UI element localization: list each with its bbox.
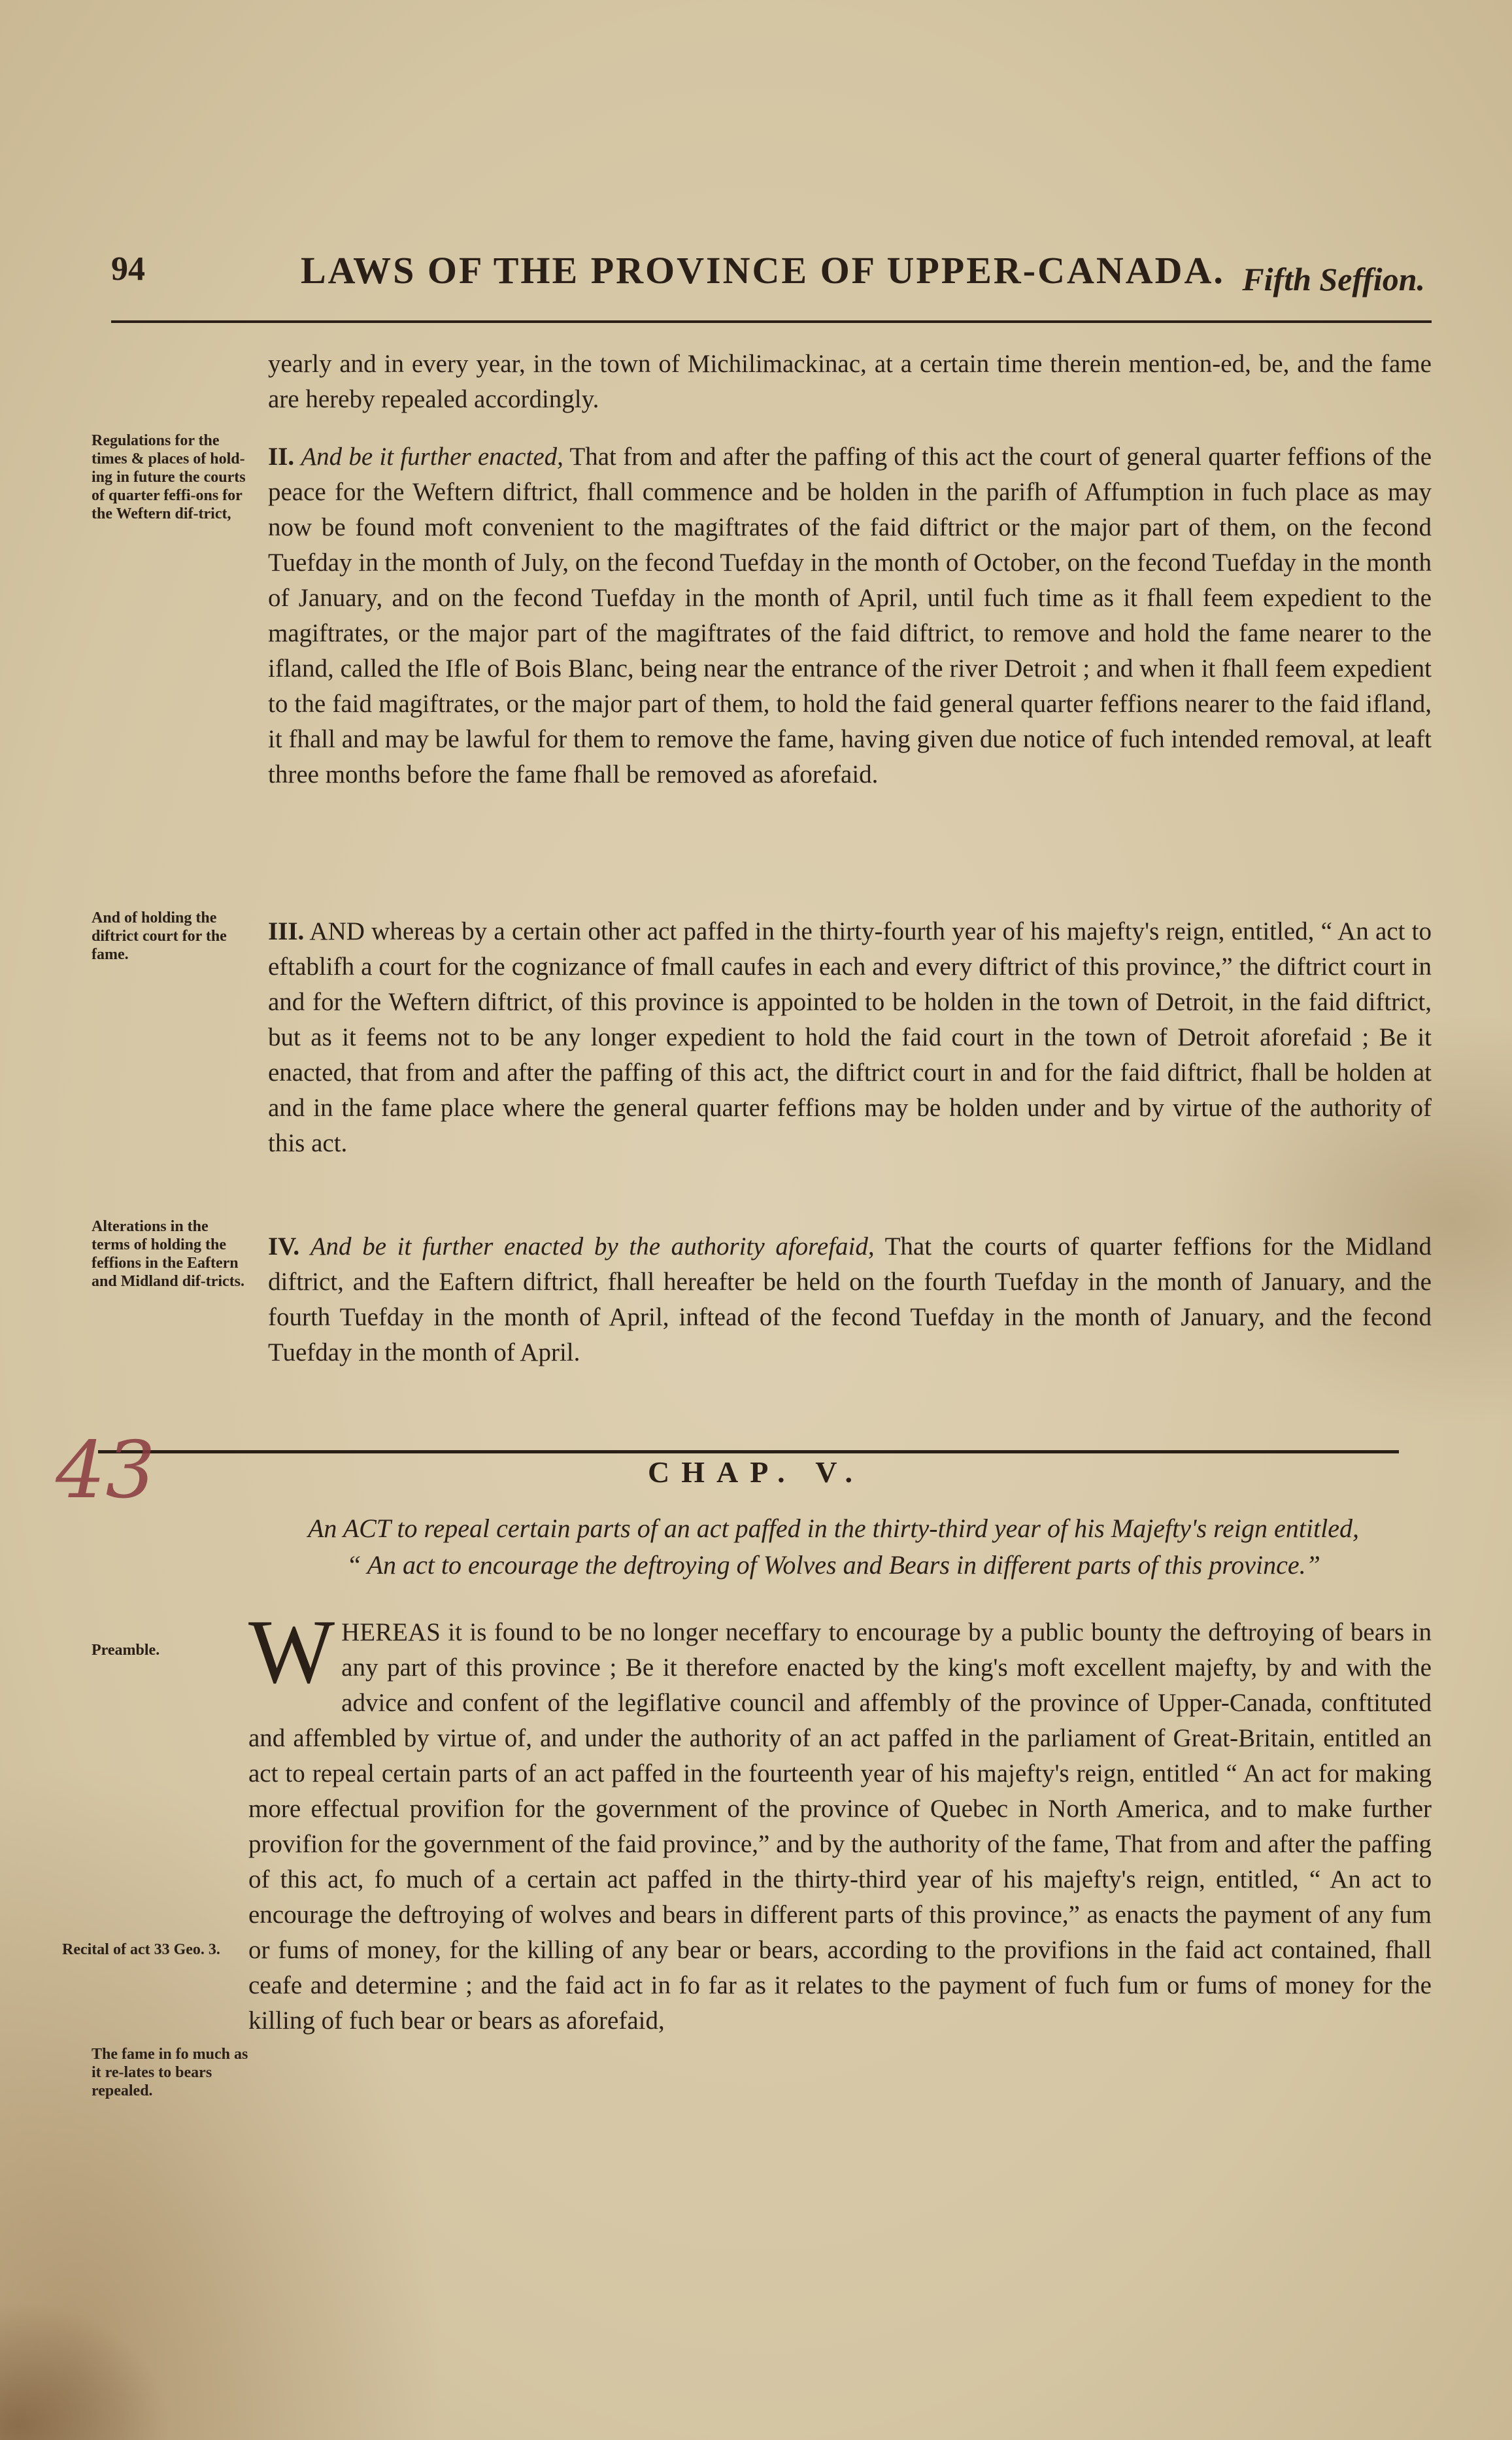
header-rule [111, 320, 1432, 323]
page-header [111, 242, 1425, 314]
section-2-lead: And be it further enacted, [301, 443, 563, 471]
section-2 [268, 439, 1432, 792]
margin-note-recital: Recital of act 33 Geo. 3. [62, 1941, 220, 1958]
drop-cap: W [248, 1601, 335, 1703]
chapter-rule [98, 1450, 1399, 1453]
running-title: LAWS OF THE PROVINCE OF UPPER-CANADA. [301, 249, 1225, 292]
margin-note-repealed: The fame in fo much as it re-lates to bears repealed. [92, 2046, 248, 2099]
preamble-text: HEREAS it is found to be no longer neceffary to encourage by a public bounty the deftroying of bears in any part of this province ; Be it therefore enacted by the king's moft excellent majefty, by and with the advice and confent of the legiflative council and affembly of the province of Upper-Canada, conftituted and affembled by virtue of, and under the authority of an act paffed in the parliament of Great-Britain, entitled an act to repeal certain parts of an act paffed in the fourteenth year of his majefty's reign, entitled “ An act for making more effectual provifion for the government of the province of Quebec in North America, and to make further provifion for the government of the faid province,” and by the authority of the fame, That from and after the paffing of this act, fo much of a certain act paffed in the thirty-third year of his majefty's reign, entitled, “ An act to encourage the deftroying of wolves and bears in different parts of this province,” as enacts the payment of any fum or fums of money, for the killing of any bear or bears, according to the provifions in the faid act contained, fhall ceafe and determine ; and the faid act in fo far as it relates to the payment of fuch fum or fums of money for the killing of fuch bear or bears as aforefaid, [248, 1618, 1432, 2035]
opening-paragraph [268, 347, 1432, 417]
session-label: Fifth Seffion. [1242, 261, 1425, 297]
section-2-text: That from and after the paffing of this act the court of general quarter feffions of the peace for the Weftern diftrict, fhall commence and be holden in the parifh of Affumption in fuch place as may now be found moft convenient to the magiftrates of the faid diftrict or the major part of them, on the fecond Tuefday in the month of July, on the fecond Tuefday in the month of October, on the fecond Tuefday in the month of January, and on the fecond Tuefday in the month of April, until fuch time as it fhall feem expedient to the magiftrates, or the major part of the magiftrates of the faid diftrict, to remove and hold the fame nearer to the ifland, called the Ifle of Bois Blanc, being near the entrance of the river Detroit ; and when it fhall feem expedient to the faid magiftrates, or the major part of them, to hold the faid general quarter feffions nearer to the faid ifland, it fhall and may be lawful for them to remove the fame, having given due notice of fuch intended removal, at leaft three months before the fame fhall be removed as aforefaid. [268, 443, 1432, 788]
act-title [248, 1510, 1419, 1584]
opening-text: yearly and in every year, in the town of Michilimackinac, at a certain time therein mention-ed, be, and the fame are hereby repealed accordingly. [268, 350, 1432, 413]
section-4-lead: And be it further enacted by the authority aforefaid, [310, 1232, 875, 1261]
section-2-number: II. [268, 443, 295, 471]
page-stain [0, 2301, 170, 2440]
section-3-number: III. [268, 917, 305, 945]
section-4-number: IV. [268, 1232, 300, 1261]
section-3 [268, 914, 1432, 1161]
section-4 [268, 1229, 1432, 1370]
section-3-text: whereas by a certain other act paffed in the thirty-fourth year of his majefty's reign, entitled, “ An act to eftablifh a court for the cognizance of fmall caufes in each and every diftrict of this province,” the diftrict court in and for the Weftern diftrict, of this province is appointed to be holden in the town of Detroit, in the faid diftrict, but as it feems not to be any longer expedient to hold the faid court in the town of Detroit aforefaid ; Be it enacted, that from and after the paffing of this act, the diftrict court in and for the faid diftrict, fhall be holden at and in the fame place where the general quarter feffions may be holden under and by virtue of the authority of this act. [268, 917, 1432, 1157]
margin-note-section-4: Alterations in the terms of holding the feffions in the Eaftern and Midland dif-tricts. [92, 1218, 245, 1290]
section-3-lead: AND [309, 917, 365, 945]
section-4-text: That the courts of quarter feffions for the Midland diftrict, and the Eaftern diftrict, fhall hereafter be held on the fourth Tuefday in the month of January, and the fourth Tuefday in the month of April, inftead of the fecond Tuefday in the month of January, and the fecond Tuefday in the month of April. [268, 1232, 1432, 1366]
act-title-line-1: An ACT to repeal certain parts of an act paffed in the thirty-third year of his Majefty's reign entitled, [307, 1514, 1359, 1543]
margin-note-preamble: Preamble. [92, 1642, 160, 1659]
chapter-heading: CHAP. V. [647, 1455, 865, 1489]
handwritten-chapter-number: 43 [56, 1425, 156, 1516]
page-number: 94 [111, 250, 145, 288]
act-title-line-2: “ An act to encourage the deftroying of Wolves and Bears in different parts of this province.” [346, 1550, 1320, 1580]
margin-note-section-2: Regulations for the times & places of hold-ing in future the courts of quarter feffi-ons for the Weftern dif-trict, [92, 432, 246, 522]
preamble-paragraph [248, 1601, 1432, 2039]
margin-note-section-3: And of holding the diftrict court for the fame. [92, 909, 227, 963]
